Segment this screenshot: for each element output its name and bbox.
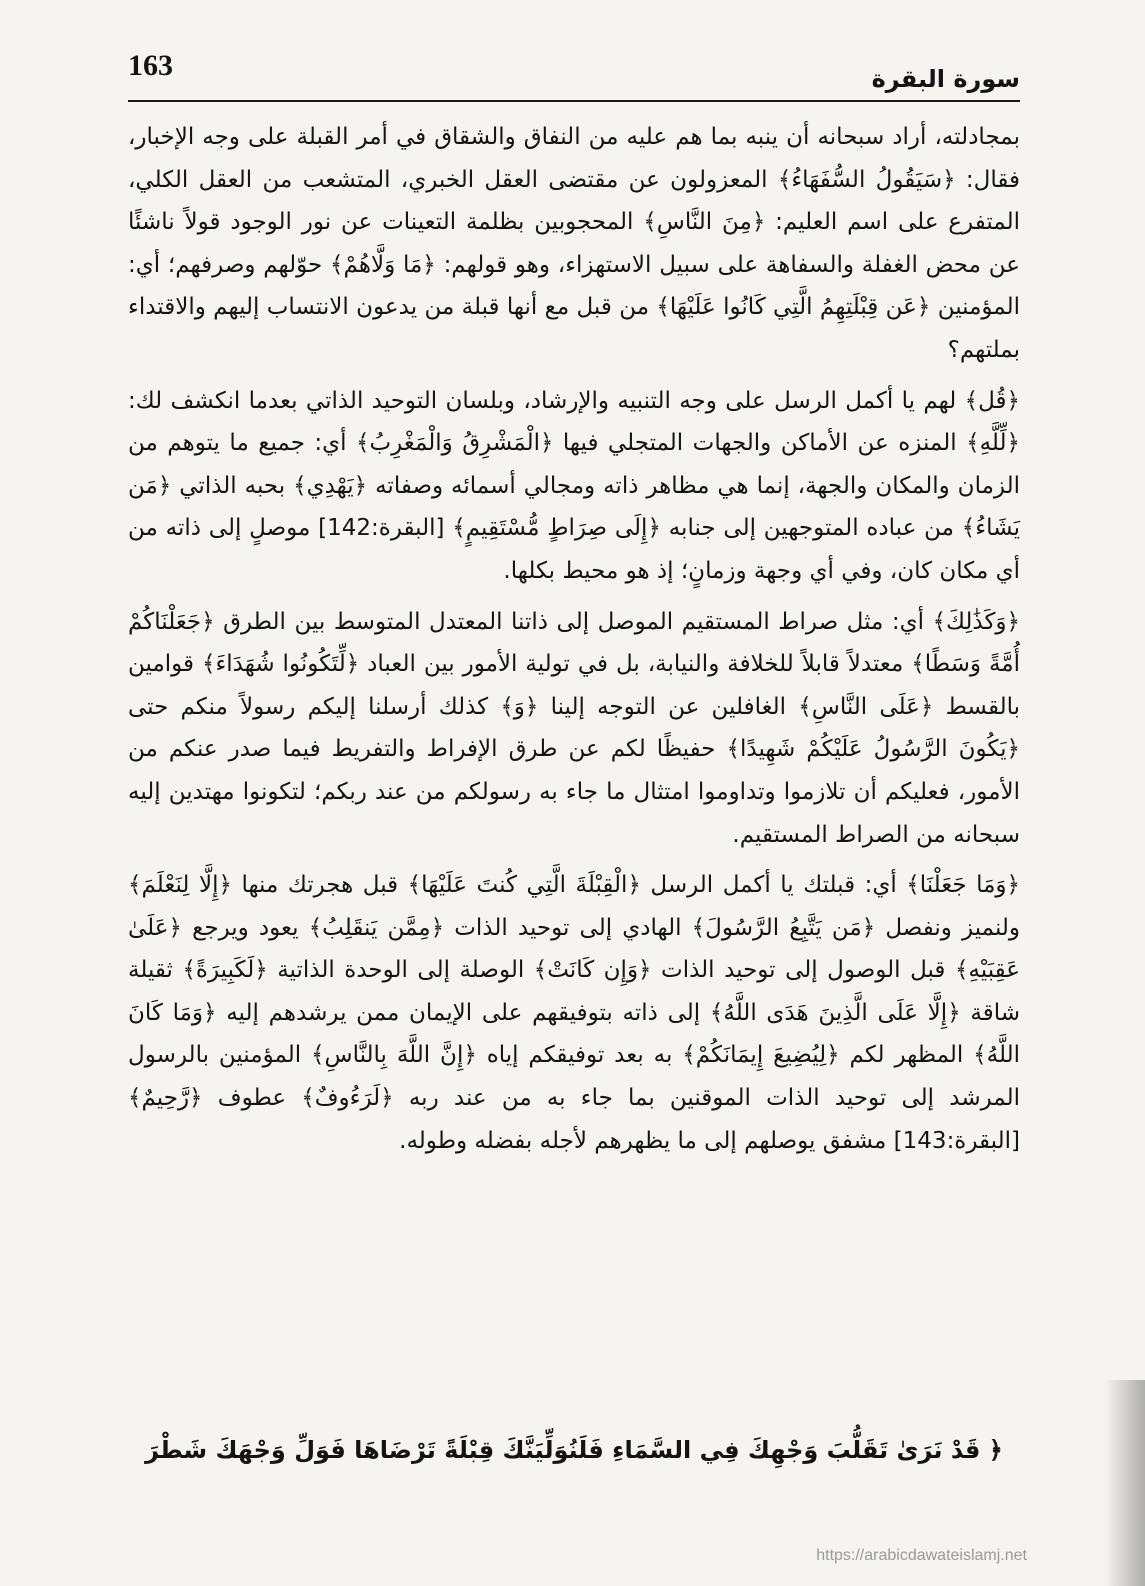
scan-edge-shadow	[1105, 1380, 1145, 1586]
paragraph-2: ﴿قُل﴾ لهم يا أكمل الرسل على وجه التنبيه والإرشاد، وبلسان التوحيد الذاتي بعدما انكشف لك: ﴿لِّلَّهِ﴾ المنزه عن الأماكن والجهات المتجلي فيها ﴿الْمَشْرِقُ وَالْمَغْرِبُ﴾ أي: جميع ما يتوهم من الزمان والمكان والجهة، إنما هي مظاهر ذاته ومجالي أسمائه وصفاته ﴿يَهْدِي﴾ بحبه الذاتي ﴿مَن يَشَاءُ﴾ من عباده المتوجهين إلى جنابه ﴿إِلَى صِرَاطٍ مُّسْتَقِيمٍ﴾ [البقرة:142] موصلٍ إلى ذاته من أي مكان كان، وفي أي وجهة وزمانٍ؛ إذ هو محيط بكلها.	[128, 387, 1021, 584]
header-divider	[128, 100, 1020, 102]
page-header	[128, 48, 1020, 100]
watermark-url: https://arabicdawateislamj.net	[816, 1547, 1027, 1564]
page-number: 163	[128, 49, 173, 82]
commentary-text	[128, 116, 1020, 1162]
quran-verse-line: ﴿ قَدْ نَرَىٰ تَقَلُّبَ وَجْهِكَ فِي السَّمَاءِ فَلَنُوَلِّيَنَّكَ قِبْلَةً تَرْضَاهَا فَوَلِّ وَجْهَكَ شَطْرَ	[145, 1436, 1003, 1464]
paragraph-1: بمجادلته، أراد سبحانه أن ينبه بما هم عليه من النفاق والشقاق في أمر القبلة على وجه الإخبار، فقال: ﴿سَيَقُولُ السُّفَهَاءُ﴾ المعزولون عن مقتضى العقل الخبري، المتشعب من العقل الكلي، المتفرع على اسم العليم: ﴿مِنَ النَّاسِ﴾ المحجوبين بظلمة التعينات عن نور الوجود قولاً ناشئًا عن محض الغفلة والسفاهة على سبيل الاستهزاء، وهو قولهم: ﴿مَا وَلَّاهُمْ﴾ حوّلهم وصرفهم؛ أي: المؤمنين ﴿عَن قِبْلَتِهِمُ الَّتِي كَانُوا عَلَيْهَا﴾ من قبل مع أنها قبلة من يدعون الانتساب إليهم والاقتداء بملتهم؟	[128, 124, 1020, 363]
paragraph-3: ﴿وَكَذَٰلِكَ﴾ أي: مثل صراط المستقيم الموصل إلى ذاتنا المعتدل المتوسط بين الطرق ﴿جَعَلْنَاكُمْ أُمَّةً وَسَطًا﴾ معتدلاً قابلاً للخلافة والنيابة، بل في تولية الأمور بين العباد ﴿لِّتَكُونُوا شُهَدَاءَ﴾ قوامين بالقسط ﴿عَلَى النَّاسِ﴾ الغافلين عن التوجه إلينا ﴿وَ﴾ كذلك أرسلنا إليكم رسولاً منكم حتى ﴿يَكُونَ الرَّسُولُ عَلَيْكُمْ شَهِيدًا﴾ حفيظًا لكم عن طرق الإفراط والتفريط فيما صدر عنكم من الأمور، فعليكم أن تلازموا وتداوموا امتثال ما جاء به رسولكم من عند ربكم؛ لتكونوا مهتدين إليه سبحانه من الصراط المستقيم.	[128, 608, 1020, 848]
surah-title: سورة البقرة	[871, 65, 1020, 93]
paragraph-4: ﴿وَمَا جَعَلْنَا﴾ أي: قبلتك يا أكمل الرسل ﴿الْقِبْلَةَ الَّتِي كُنتَ عَلَيْهَا﴾ قبل هجرتك منها ﴿إِلَّا لِنَعْلَمَ﴾ ولنميز ونفصل ﴿مَن يَتَّبِعُ الرَّسُولَ﴾ الهادي إلى توحيد الذات ﴿مِمَّن يَنقَلِبُ﴾ يعود ويرجع ﴿عَلَىٰ عَقِبَيْهِ﴾ قبل الوصول إلى توحيد الذات ﴿وَإِن كَانَتْ﴾ الوصلة إلى الوحدة الذاتية ﴿لَكَبِيرَةً﴾ ثقيلة شاقة ﴿إِلَّا عَلَى الَّذِينَ هَدَى اللَّهُ﴾ إلى ذاته بتوفيقهم على الإيمان ممن يرشدهم إليه ﴿وَمَا كَانَ اللَّهُ﴾ المظهر لكم ﴿لِيُضِيعَ إِيمَانَكُمْ﴾ به بعد توفيقكم إياه ﴿إِنَّ اللَّهَ بِالنَّاسِ﴾ المؤمنين بالرسول المرشد إلى توحيد الذات الموقنين بما جاء به من عند ربه ﴿لَرَءُوفٌ﴾ عطوف ﴿رَّحِيمٌ﴾ [البقرة:143] مشفق يوصلهم إلى ما يظهرهم لأجله بفضله وطوله.	[128, 872, 1020, 1154]
